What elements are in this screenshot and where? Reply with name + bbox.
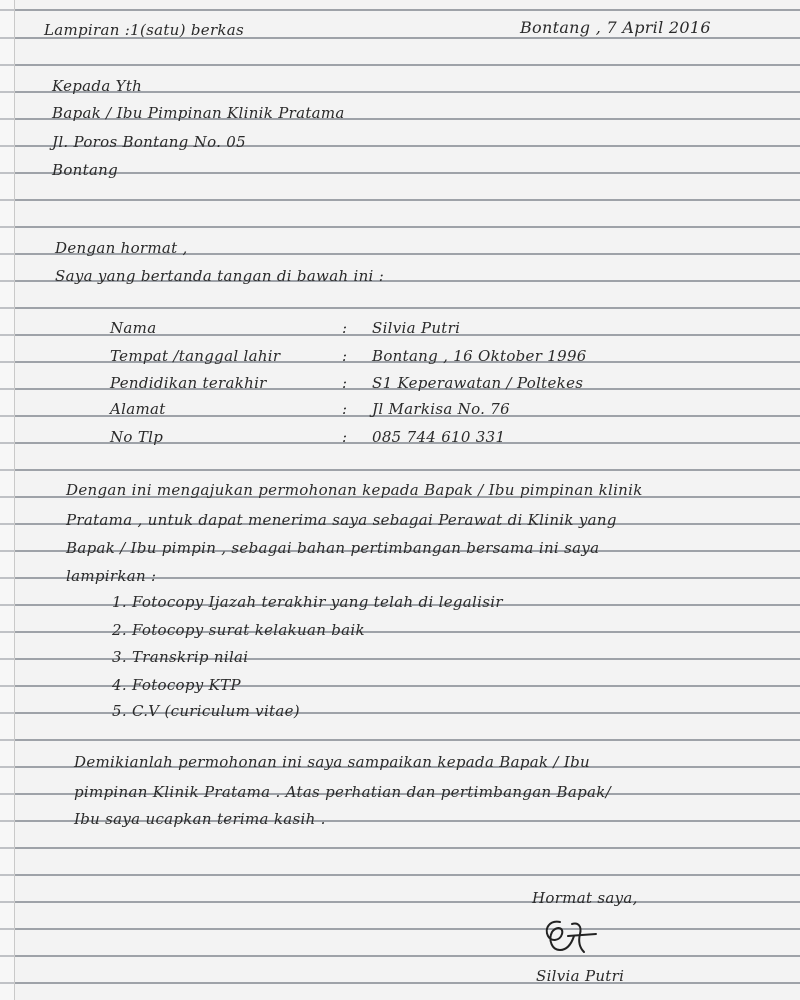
identity-colon: :	[342, 428, 348, 446]
attachment-item: 1. Fotocopy Ijazah terakhir yang telah di legalisir	[112, 593, 503, 611]
recipient-name: Bapak / Ibu Pimpinan Klinik Pratama	[52, 104, 345, 122]
identity-colon: :	[342, 374, 348, 392]
page-margin-edge	[0, 0, 15, 1000]
identity-colon: :	[342, 319, 348, 337]
identity-value-education: S1 Keperawatan / Poltekes	[372, 374, 584, 392]
attachment-note: Lampiran :1(satu) berkas	[44, 21, 245, 39]
identity-value-phone: 085 744 610 331	[372, 428, 506, 446]
closing-line: Ibu saya ucapkan terima kasih .	[74, 810, 326, 828]
identity-colon: :	[342, 400, 348, 418]
identity-value-name: Silvia Putri	[372, 319, 461, 337]
greeting: Dengan hormat ,	[55, 239, 188, 257]
body-line: Dengan ini mengajukan permohonan kepada Bapak / Ibu pimpinan klinik	[66, 481, 643, 499]
identity-label: Nama	[110, 319, 157, 337]
identity-label: Tempat /tanggal lahir	[110, 347, 281, 365]
intro-line: Saya yang bertanda tangan di bawah ini :	[55, 267, 385, 285]
place-date: Bontang , 7 April 2016	[520, 18, 711, 37]
identity-label: No Tlp	[110, 428, 164, 446]
identity-value-birth: Bontang , 16 Oktober 1996	[372, 347, 587, 365]
attachment-item: 4. Fotocopy KTP	[112, 676, 241, 694]
attachment-item: 5. C.V (curiculum vitae)	[112, 702, 300, 720]
body-line: Bapak / Ibu pimpin , sebagai bahan pertimbangan bersama ini saya	[66, 539, 600, 557]
body-line: Pratama , untuk dapat menerima saya sebagai Perawat di Klinik yang	[66, 511, 617, 529]
recipient-city: Bontang	[52, 161, 119, 179]
closing-regards: Hormat saya,	[532, 889, 638, 907]
attachment-item: 3. Transkrip nilai	[112, 648, 249, 666]
closing-line: pimpinan Klinik Pratama . Atas perhatian dan pertimbangan Bapak/	[74, 783, 611, 801]
recipient-salutation: Kepada Yth	[52, 77, 143, 95]
body-line: lampirkan :	[66, 567, 157, 585]
signature-scribble	[538, 914, 602, 958]
identity-value-address: Jl Markisa No. 76	[372, 400, 510, 418]
identity-label: Pendidikan terakhir	[110, 374, 267, 392]
closing-line: Demikianlah permohonan ini saya sampaikan kepada Bapak / Ibu	[74, 753, 590, 771]
identity-label: Alamat	[110, 400, 166, 418]
recipient-street: Jl. Poros Bontang No. 05	[52, 133, 246, 151]
signatory-name: Silvia Putri	[536, 967, 625, 985]
attachment-item: 2. Fotocopy surat kelakuan baik	[112, 621, 365, 639]
identity-colon: :	[342, 347, 348, 365]
